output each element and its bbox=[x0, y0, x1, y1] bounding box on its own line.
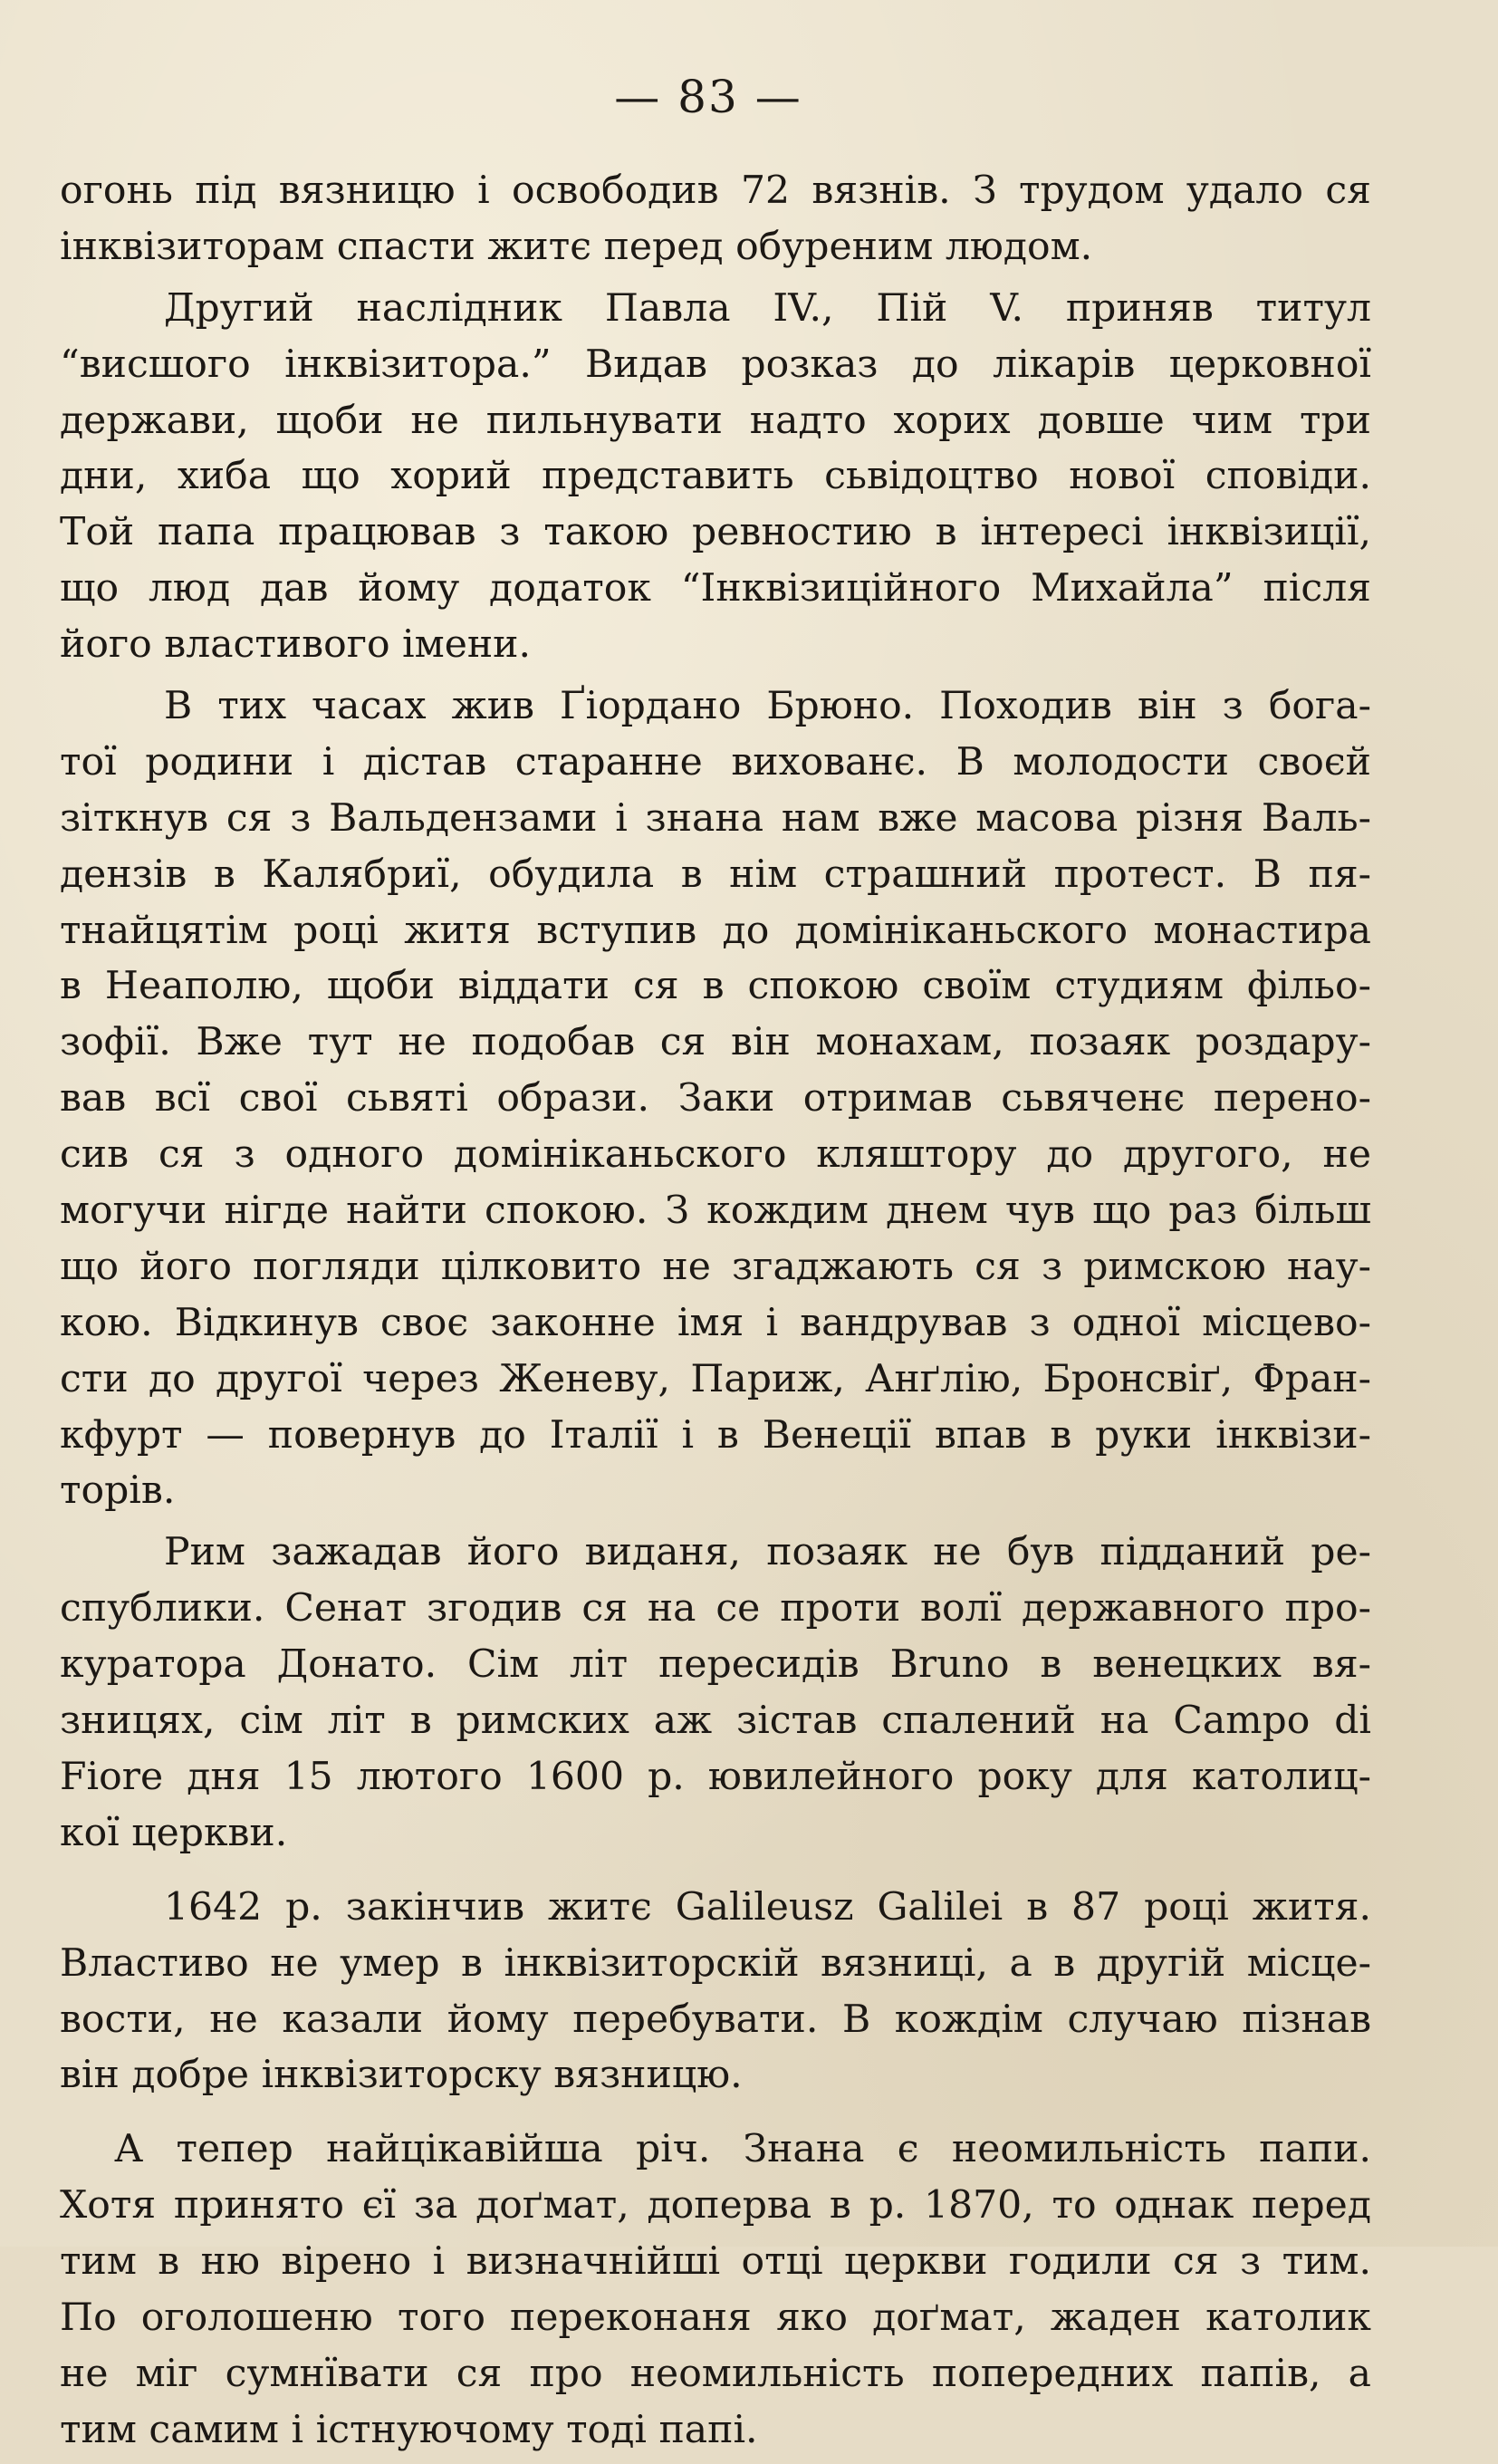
text-line: зофії. Вже тут не подобав ся він монахам, позаяк роздару- bbox=[60, 1020, 1371, 1065]
text-line: Властиво не умер в інквізиторскій вязниці, а в другій місце- bbox=[60, 1940, 1371, 1986]
text-line: тнайцятім році житя вступив до домініканьского монастира bbox=[60, 908, 1371, 953]
text-line: кої церкви. bbox=[60, 1810, 288, 1855]
text-line: він добре інквізиторску вязницю. bbox=[60, 2053, 743, 2098]
text-line: В тих часах жив Ґіордано Брюно. Походив він з бога- bbox=[164, 684, 1371, 729]
text-line: сти до другої через Женеву, Париж, Анґлію, Бронсвіґ, Фран- bbox=[60, 1356, 1371, 1401]
text-line: Fiore дня 15 лютого 1600 р. ювилейного року для католиц- bbox=[60, 1754, 1371, 1799]
paragraph bbox=[60, 281, 1371, 673]
text-line: Той папа працював з такою ревностию в інтересі інквізиції, bbox=[60, 510, 1371, 555]
paragraph bbox=[60, 2122, 1371, 2458]
text-line: кою. Відкинув своє законне імя і вандрував з одної місцево- bbox=[60, 1300, 1371, 1345]
text-line: могучи нігде найти спокою. З кождим днем чув що раз більш bbox=[60, 1189, 1371, 1234]
text-line: А тепер найцікавійша річ. Знана є неомильність папи. bbox=[114, 2127, 1371, 2172]
text-line: спублики. Сенат згодив ся на се проти волї державного про- bbox=[60, 1586, 1371, 1631]
text-line: дензів в Калябриї, обудила в нім страшний протест. В пя- bbox=[60, 852, 1371, 897]
text-line: сив ся з одного домініканьского кляштору до другого, не bbox=[60, 1132, 1371, 1178]
text-line: не міг сумнївати ся про неомильність попередних папів, а bbox=[60, 2351, 1371, 2396]
text-line: зіткнув ся з Вальдензами і знана нам вже масова різня Валь- bbox=[60, 795, 1371, 841]
text-line: тим в ню вірено і визначнійші отці церкви годили ся з тим. bbox=[60, 2239, 1371, 2285]
text-line: куратора Донато. Сім літ пересидів Bruno в венецких вя- bbox=[60, 1642, 1371, 1688]
page-number: — 83 — bbox=[614, 71, 802, 123]
text-line: Другий наслідник Павла IV., Пій V. приняв титул bbox=[164, 285, 1371, 331]
text-line: в Неаполю, щоби віддати ся в спокою своїм студиям фільо- bbox=[60, 964, 1371, 1009]
paragraph bbox=[60, 1880, 1371, 2104]
text-line: “висшого інквізитора.” Видав розказ до лікарів церковної bbox=[60, 342, 1371, 387]
text-line: По оголошеню того переконаня яко доґмат, жаден католик bbox=[60, 2295, 1371, 2340]
text-line: тим самим і істнуючому тоді папі. bbox=[60, 2407, 758, 2452]
text-line: 1642 р. закінчив житє Galileusz Galilei в 87 році житя. bbox=[164, 1884, 1371, 1930]
text-line: огонь під вязницю і освободив 72 вязнів. З трудом удало ся bbox=[60, 168, 1371, 213]
text-line: вав всї свої сьвяті образи. Заки отримав сьвяченє перено- bbox=[60, 1076, 1371, 1121]
text-line: Рим зажадав його виданя, позаяк не був підданий ре- bbox=[164, 1530, 1371, 1575]
text-line: кфурт — повернув до Італії і в Венеції впав в руки інквізи- bbox=[60, 1412, 1371, 1458]
paragraph bbox=[60, 163, 1371, 275]
text-line: інквізиторам спасти житє перед обуреним людом. bbox=[60, 224, 1093, 269]
text-line: держави, щоби не пильнувати надто хорих довше чим три bbox=[60, 398, 1371, 443]
paragraph bbox=[60, 1525, 1371, 1861]
text-line: вости, не казали йому перебувати. В кождім случаю пізнав bbox=[60, 1997, 1371, 2042]
text-line: зницях, сім літ в римских аж зістав спалений на Campo di bbox=[60, 1699, 1371, 1744]
text-line: що його погляди цілковито не згаджають ся з римскою нау- bbox=[60, 1244, 1371, 1289]
text-line: що люд дав йому додаток “Інквізиційного Михайла” після bbox=[60, 566, 1371, 611]
text-line: дни, хиба що хорий представить сьвідоцтво нової сповіди. bbox=[60, 454, 1371, 499]
page-text bbox=[60, 163, 1371, 2464]
text-line: тої родини і дістав старанне вихованє. В молодости своєй bbox=[60, 739, 1371, 784]
paragraph bbox=[60, 679, 1371, 1519]
text-line: Хотя принято єї за доґмат, доперва в р. 1870, то однак перед bbox=[60, 2183, 1371, 2228]
text-line: торів. bbox=[60, 1468, 176, 1514]
text-line: його властивого імени. bbox=[60, 622, 532, 668]
